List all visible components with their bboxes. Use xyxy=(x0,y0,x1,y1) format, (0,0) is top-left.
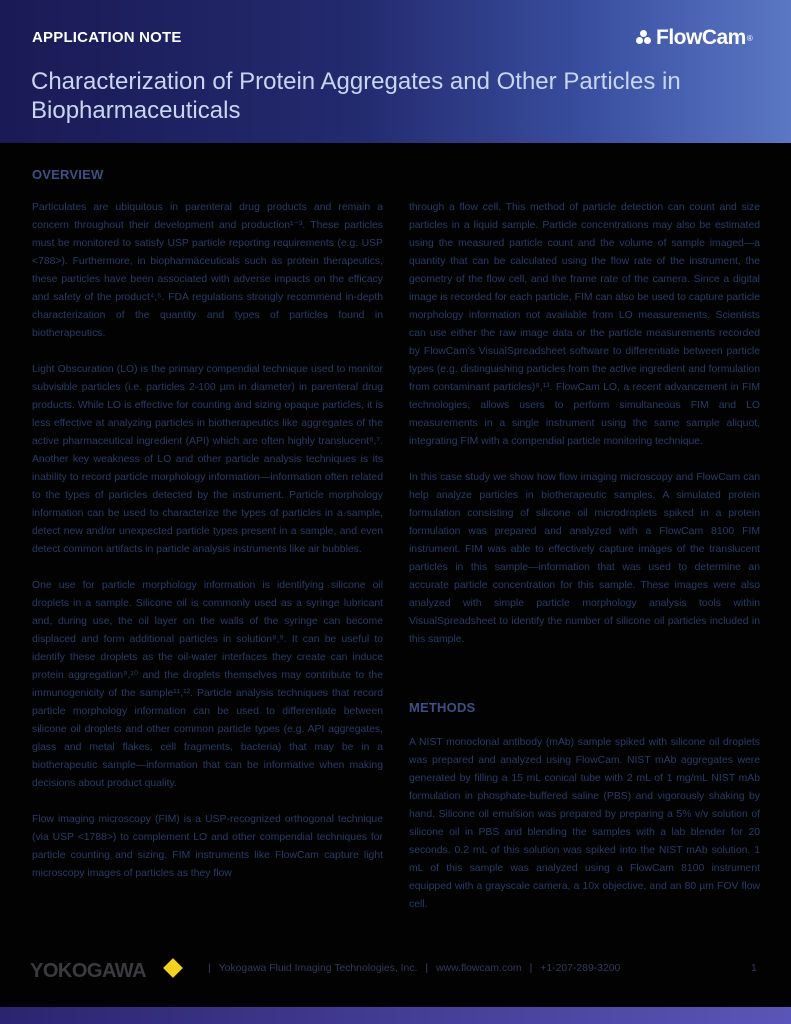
header-banner xyxy=(0,0,791,143)
footer-website-link[interactable]: www.flowcam.com xyxy=(436,963,522,974)
overview-heading: OVERVIEW xyxy=(32,167,104,182)
methods-heading: METHODS xyxy=(409,700,476,715)
flowcam-logo xyxy=(636,26,753,50)
methods-paragraph-1: A NIST monoclonal antibody (mAb) sample spiked with silicone oil droplets was prepared and analyzed using FlowCam. NIST mAb aggregates were generated by filling a 15 mL conical tube with 2 mL of 1 mg/mL NIST mAb formulation in phosphate-buffered saline (PBS) and vigorously shaking by hand. Silicone oil emulsion was prepared by preparing a 5% v/v solution of silicone oil in PBS and blending the samples with a lab blender for 20 seconds. 0.2 mL of this solution was spiked into the NIST mAb solution. 1 mL of this sample was analyzed using a FlowCam 8100 instrument equipped with a grayscale camera, a 10x objective, and an 80 µm FOV flow cell. xyxy=(409,737,760,910)
methods-column xyxy=(409,734,760,932)
application-note-label: APPLICATION NOTE xyxy=(32,29,182,46)
left-column xyxy=(32,199,383,901)
overview-paragraph-3: One use for particle morphology information is identifying silicone oil droplets in a sample. Silicone oil is commonly used as a syringe lubricant and, during use, the oil layer on the walls of the syringe can become displaced and form additional particles in solution⁸,⁹. It can be useful to identify these droplets as the oil-water interfaces they create can induce protein aggregation⁹,¹⁰ and the droplets themselves may contribute to the immunogenicity of the sample¹¹,¹². Particle analysis techniques that record particle morphology information can be used to differentiate between silicone oil droplets and other common particle types (e.g. API aggregates, glass and metal flakes, cell fragments, bacteria) that may be in a biotherapeutic sample—information that can be informative when making decisions about product quality. xyxy=(32,580,383,789)
registered-mark: ® xyxy=(746,33,753,43)
page-number: 1 xyxy=(751,963,757,974)
overview-paragraph-2: Light Obscuration (LO) is the primary compendial technique used to monitor subvisible particles (i.e. particles 2-100 µm in diameter) in parenteral drug products. While LO is effective for counting and sizing opaque particles, it is less effective at analyzing particles in biotherapeutics like aggregates of the active pharmaceutical ingredient (API) which are often highly translucent⁶,⁷. Another key weakness of LO and other particle analysis techniques is its inability to record particle morphology information—information often related to the types of particles detected by the instrument. Particle morphology information can be used to characterize the types of particles in a sample, detect new and/or unexpected particle types present in a sample, and even detect common artifacts in particle analysis instruments like air bubbles. xyxy=(32,364,383,555)
bottom-accent-bar xyxy=(0,1007,791,1024)
footer-company: Yokogawa Fluid Imaging Technologies, Inc. xyxy=(218,963,418,974)
footer-separator: | xyxy=(208,963,211,974)
yokogawa-logo: YOKOGAWA xyxy=(30,960,147,982)
overview-paragraph-6: In this case study we show how flow imaging microscopy and FlowCam can help analyze particles in biotherapeutic samples. A simulated protein formulation consisting of silicone oil microdroplets spiked in a protein formulation was prepared and analyzed with a FlowCam 8100 FIM instrument. FIM was able to effectively capture images of the translucent particles in this sample—information that was used to determine an accurate particle concentration for this sample. These images were also analyzed with simple particle morphology analysis tools within VisualSpreadsheet to identify the number of silicone oil particles included in this sample. xyxy=(409,472,760,645)
overview-paragraph-4: Flow imaging microscopy (FIM) is a USP-recognized orthogonal technique (via USP <1788>) to complement LO and other compendial techniques for particle counting and sizing. FIM instruments like FlowCam capture light microscopy images of particles as they flow xyxy=(32,814,383,879)
document-title: Characterization of Protein Aggregates and Other Particles in Biopharmaceuticals xyxy=(31,68,681,124)
flowcam-dots-icon xyxy=(636,30,652,46)
footer-separator: | xyxy=(529,963,533,974)
footer-phone: +1-207-289-3200 xyxy=(540,963,621,974)
flowcam-logo-text: FlowCam xyxy=(656,26,746,49)
footer-separator: | xyxy=(425,963,429,974)
right-column xyxy=(409,199,760,667)
overview-paragraph-5: through a flow cell. This method of particle detection can count and size particles in a liquid sample. Particle concentrations may also be estimated using the measured particle count and the volume of sample imaged—a quantity that can be calculated using the flow rate of the instrument, the geometry of the flow cell, and the frame rate of the camera. Since a digital image is recorded for each particle, FIM can also be used to capture particle morphology information not available from LO measurements. Scientists can use either the raw image data or the particle measurements recorded by FlowCam's VisualSpreadsheet software to differentiate between particle types (e.g. distinguishing particles from the active ingredient and formulation from contaminant particles)⁸,¹³. FlowCam LO, a recent advancement in FIM technologies, allows users to perform simultaneous FIM and LO measurements in a single instrument using the same sample aliquot, integrating FIM with a compendial particle monitoring technique. xyxy=(409,202,760,447)
overview-paragraph-1: Particulates are ubiquitous in parenteral drug products and remain a concern throughout their development and production¹⁻³. These particles must be monitored to satisfy USP particle reporting requirements (e.g. USP <788>). Furthermore, in biopharmaceuticals such as protein therapeutics, these particles have been associated with adverse impacts on the efficacy and safety of the product⁴,⁵. FDA regulations strongly recommend in-depth characterization of the quantity and types of particles found in biotherapeutics. xyxy=(32,202,383,339)
footer-contact xyxy=(200,963,620,974)
